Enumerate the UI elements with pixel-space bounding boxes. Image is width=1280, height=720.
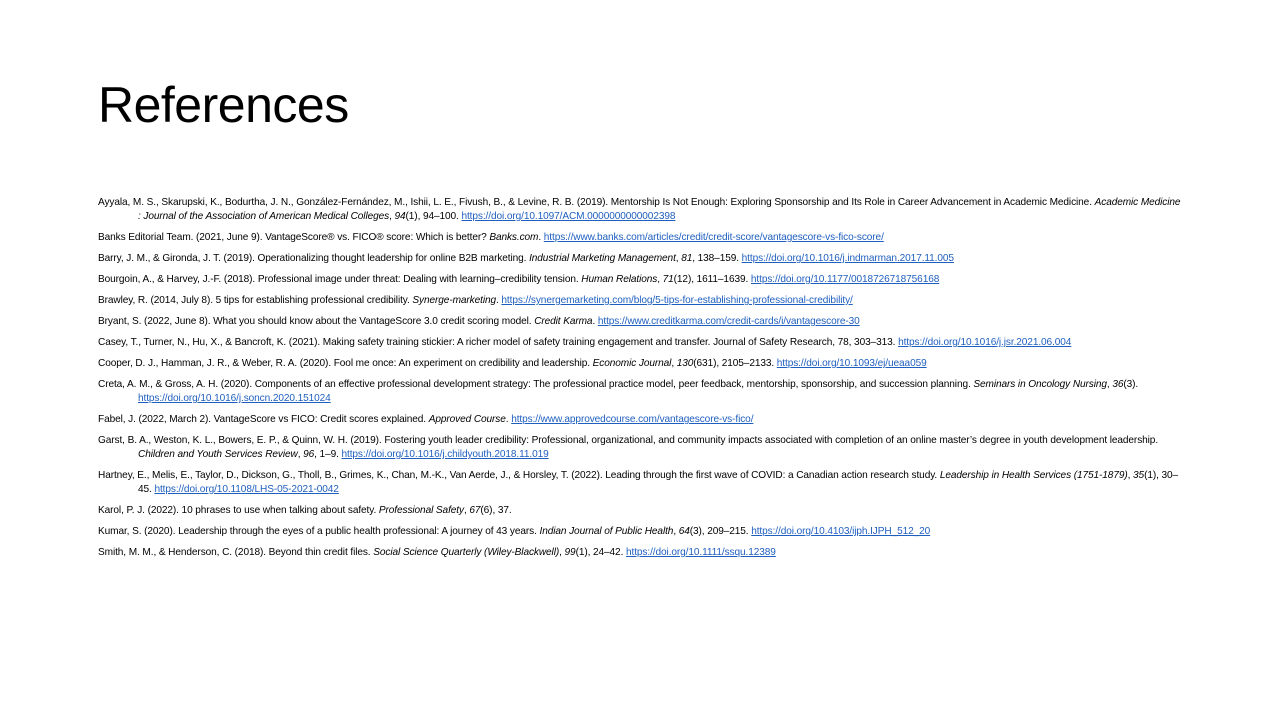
reference-source-title: Banks.com: [489, 232, 539, 243]
reference-link[interactable]: https://doi.org/10.1016/j.soncn.2020.151024: [138, 393, 331, 404]
reference-source-title: Social Science Quarterly (Wiley-Blackwell): [373, 547, 560, 558]
reference-source-title: Synerge-marketing: [412, 295, 496, 306]
reference-text: ,: [463, 505, 470, 516]
reference-text: (6), 37.: [480, 505, 512, 516]
reference-volume: 71: [662, 274, 674, 285]
reference-volume: 36: [1112, 379, 1124, 390]
page-title: References: [98, 77, 349, 133]
reference-text: Cooper, D. J., Hamman, J. R., & Weber, R. A. (2020). Fool me once: An experiment on credibility and leadership.: [98, 358, 593, 369]
reference-text: ,: [675, 253, 682, 264]
reference-text: .: [592, 316, 598, 327]
reference-entry: [98, 525, 1183, 539]
reference-link[interactable]: https://doi.org/10.1111/ssqu.12389: [626, 547, 776, 558]
reference-text: ,: [1127, 470, 1134, 481]
reference-entry: [98, 469, 1183, 497]
reference-volume: 81: [681, 253, 693, 264]
reference-link[interactable]: https://www.creditkarma.com/credit-cards/i/vantagescore-30: [597, 316, 860, 327]
reference-text: Hartney, E., Melis, E., Taylor, D., Dickson, G., Tholl, B., Grimes, K., Chan, M.-K., Van Aerde, J., & Horsley, T. (2022). Leading through the first wave of COVID: a Canadian action research study.: [98, 470, 940, 481]
reference-source-title: Academic Medicine : Journal of the Association of American Medical Colleges: [138, 197, 1181, 222]
reference-text: Brawley, R. (2014, July 8). 5 tips for establishing professional credibility.: [98, 295, 413, 306]
reference-link[interactable]: https://www.banks.com/articles/credit/credit-score/vantagescore-vs-fico-score/: [543, 232, 884, 243]
reference-text: Casey, T., Turner, N., Hu, X., & Bancroft, K. (2021). Making safety training stickier: A richer model of safety training engagement and transfer. Journal of Safety Research, 78, 303–313.: [98, 337, 899, 348]
reference-source-title: Credit Karma: [534, 316, 593, 327]
reference-list: [98, 196, 1183, 567]
reference-source-title: Leadership in Health Services (1751-1879): [939, 470, 1128, 481]
reference-entry: [98, 336, 1183, 350]
reference-text: Ayyala, M. S., Skarupski, K., Bodurtha, J. N., González-Fernández, M., Ishii, L. E., Fivush, B., & Levine, R. B. (2019). Mentorship Is Not Enough: Exploring Sponsorship and Its Role in Career Advancement in Academic Medicine.: [98, 197, 1095, 208]
reference-entry: [98, 546, 1183, 560]
reference-text: Karol, P. J. (2022). 10 phrases to use when talking about safety.: [98, 505, 379, 516]
reference-entry: [98, 294, 1183, 308]
reference-text: Bryant, S. (2022, June 8). What you should know about the VantageScore 3.0 credit scoring model.: [98, 316, 535, 327]
reference-text: ,: [389, 211, 395, 222]
reference-link[interactable]: https://doi.org/10.1097/ACM.0000000000002398: [461, 211, 676, 222]
reference-entry: [98, 231, 1183, 245]
reference-link[interactable]: https://doi.org/10.1016/j.childyouth.2018.11.019: [341, 449, 549, 460]
reference-text: .: [505, 414, 512, 425]
reference-volume: 94: [394, 211, 406, 222]
reference-source-title: Seminars in Oncology Nursing: [973, 379, 1107, 390]
reference-volume: 67: [469, 505, 481, 516]
reference-text: Garst, B. A., Weston, K. L., Bowers, E. P., & Quinn, W. H. (2019). Fostering youth leader credibility: Professional, organizational, and community impacts associated with completion of an online master’s degree in youth development leadership.: [98, 435, 1159, 446]
reference-text: Barry, J. M., & Gironda, J. T. (2019). Operationalizing thought leadership for online B2B marketing.: [98, 253, 530, 264]
reference-volume: 130: [676, 358, 694, 369]
reference-text: ,: [297, 449, 304, 460]
reference-text: (3), 209–215.: [689, 526, 752, 537]
reference-source-title: Children and Youth Services Review: [138, 449, 298, 460]
reference-link[interactable]: https://doi.org/10.1108/LHS-05-2021-0042: [154, 484, 339, 495]
reference-text: , 1–9.: [314, 449, 342, 460]
reference-link[interactable]: https://synergemarketing.com/blog/5-tips-for-establishing-professional-credibility/: [501, 295, 853, 306]
reference-entry: [98, 273, 1183, 287]
reference-text: .: [538, 232, 544, 243]
reference-text: Kumar, S. (2020). Leadership through the eyes of a public health professional: A journey of 43 years.: [98, 526, 540, 537]
reference-link[interactable]: https://doi.org/10.1093/ej/ueaa059: [776, 358, 927, 369]
reference-text: ,: [1106, 379, 1113, 390]
reference-entry: [98, 357, 1183, 371]
reference-entry: [98, 252, 1183, 266]
reference-text: ,: [671, 358, 677, 369]
reference-text: .: [496, 295, 502, 306]
reference-text: (12), 1611–1639.: [673, 274, 751, 285]
reference-text: Smith, M. M., & Henderson, C. (2018). Beyond thin credit files.: [98, 547, 374, 558]
reference-text: Banks Editorial Team. (2021, June 9). VantageScore® vs. FICO® score: Which is better?: [98, 232, 490, 243]
reference-link[interactable]: https://doi.org/10.4103/ijph.IJPH_512_20: [751, 526, 931, 537]
reference-volume: 64: [678, 526, 690, 537]
reference-entry: [98, 434, 1183, 462]
reference-source-title: Approved Course: [428, 414, 506, 425]
reference-text: (631), 2105–2133.: [693, 358, 777, 369]
reference-source-title: Indian Journal of Public Health: [539, 526, 674, 537]
reference-source-title: Professional Safety: [378, 505, 464, 516]
reference-source-title: Human Relations: [581, 274, 658, 285]
reference-text: ,: [657, 274, 663, 285]
reference-source-title: Economic Journal: [592, 358, 672, 369]
reference-text: Bourgoin, A., & Harvey, J.-F. (2018). Professional image under threat: Dealing with learning–credibility tension.: [98, 274, 582, 285]
reference-text: (1), 24–42.: [575, 547, 626, 558]
reference-text: (1), 94–100.: [405, 211, 462, 222]
reference-volume: 99: [564, 547, 576, 558]
reference-text: (1), 30–45.: [138, 470, 1179, 495]
reference-entry: [98, 378, 1183, 406]
reference-source-title: Industrial Marketing Management: [529, 253, 676, 264]
reference-entry: [98, 196, 1183, 224]
reference-volume: 35: [1133, 470, 1145, 481]
reference-link[interactable]: https://doi.org/10.1016/j.indmarman.2017.11.005: [741, 253, 954, 264]
reference-entry: [98, 413, 1183, 427]
reference-text: Creta, A. M., & Gross, A. H. (2020). Components of an effective professional development strategy: The professional practice model, peer feedback, mentorship, sponsorship, and succession planning.: [98, 379, 974, 390]
reference-text: ,: [559, 547, 565, 558]
reference-link[interactable]: https://www.approvedcourse.com/vantagescore-vs-fico/: [511, 414, 754, 425]
reference-link[interactable]: https://doi.org/10.1016/j.jsr.2021.06.004: [898, 337, 1072, 348]
reference-text: ,: [673, 526, 679, 537]
reference-entry: [98, 315, 1183, 329]
reference-entry: [98, 504, 1183, 518]
reference-volume: 96: [303, 449, 315, 460]
reference-text: Fabel, J. (2022, March 2). VantageScore vs FICO: Credit scores explained.: [98, 414, 429, 425]
reference-link[interactable]: https://doi.org/10.1177/0018726718756168: [750, 274, 940, 285]
reference-text: (3).: [1123, 379, 1139, 390]
reference-text: , 138–159.: [692, 253, 742, 264]
